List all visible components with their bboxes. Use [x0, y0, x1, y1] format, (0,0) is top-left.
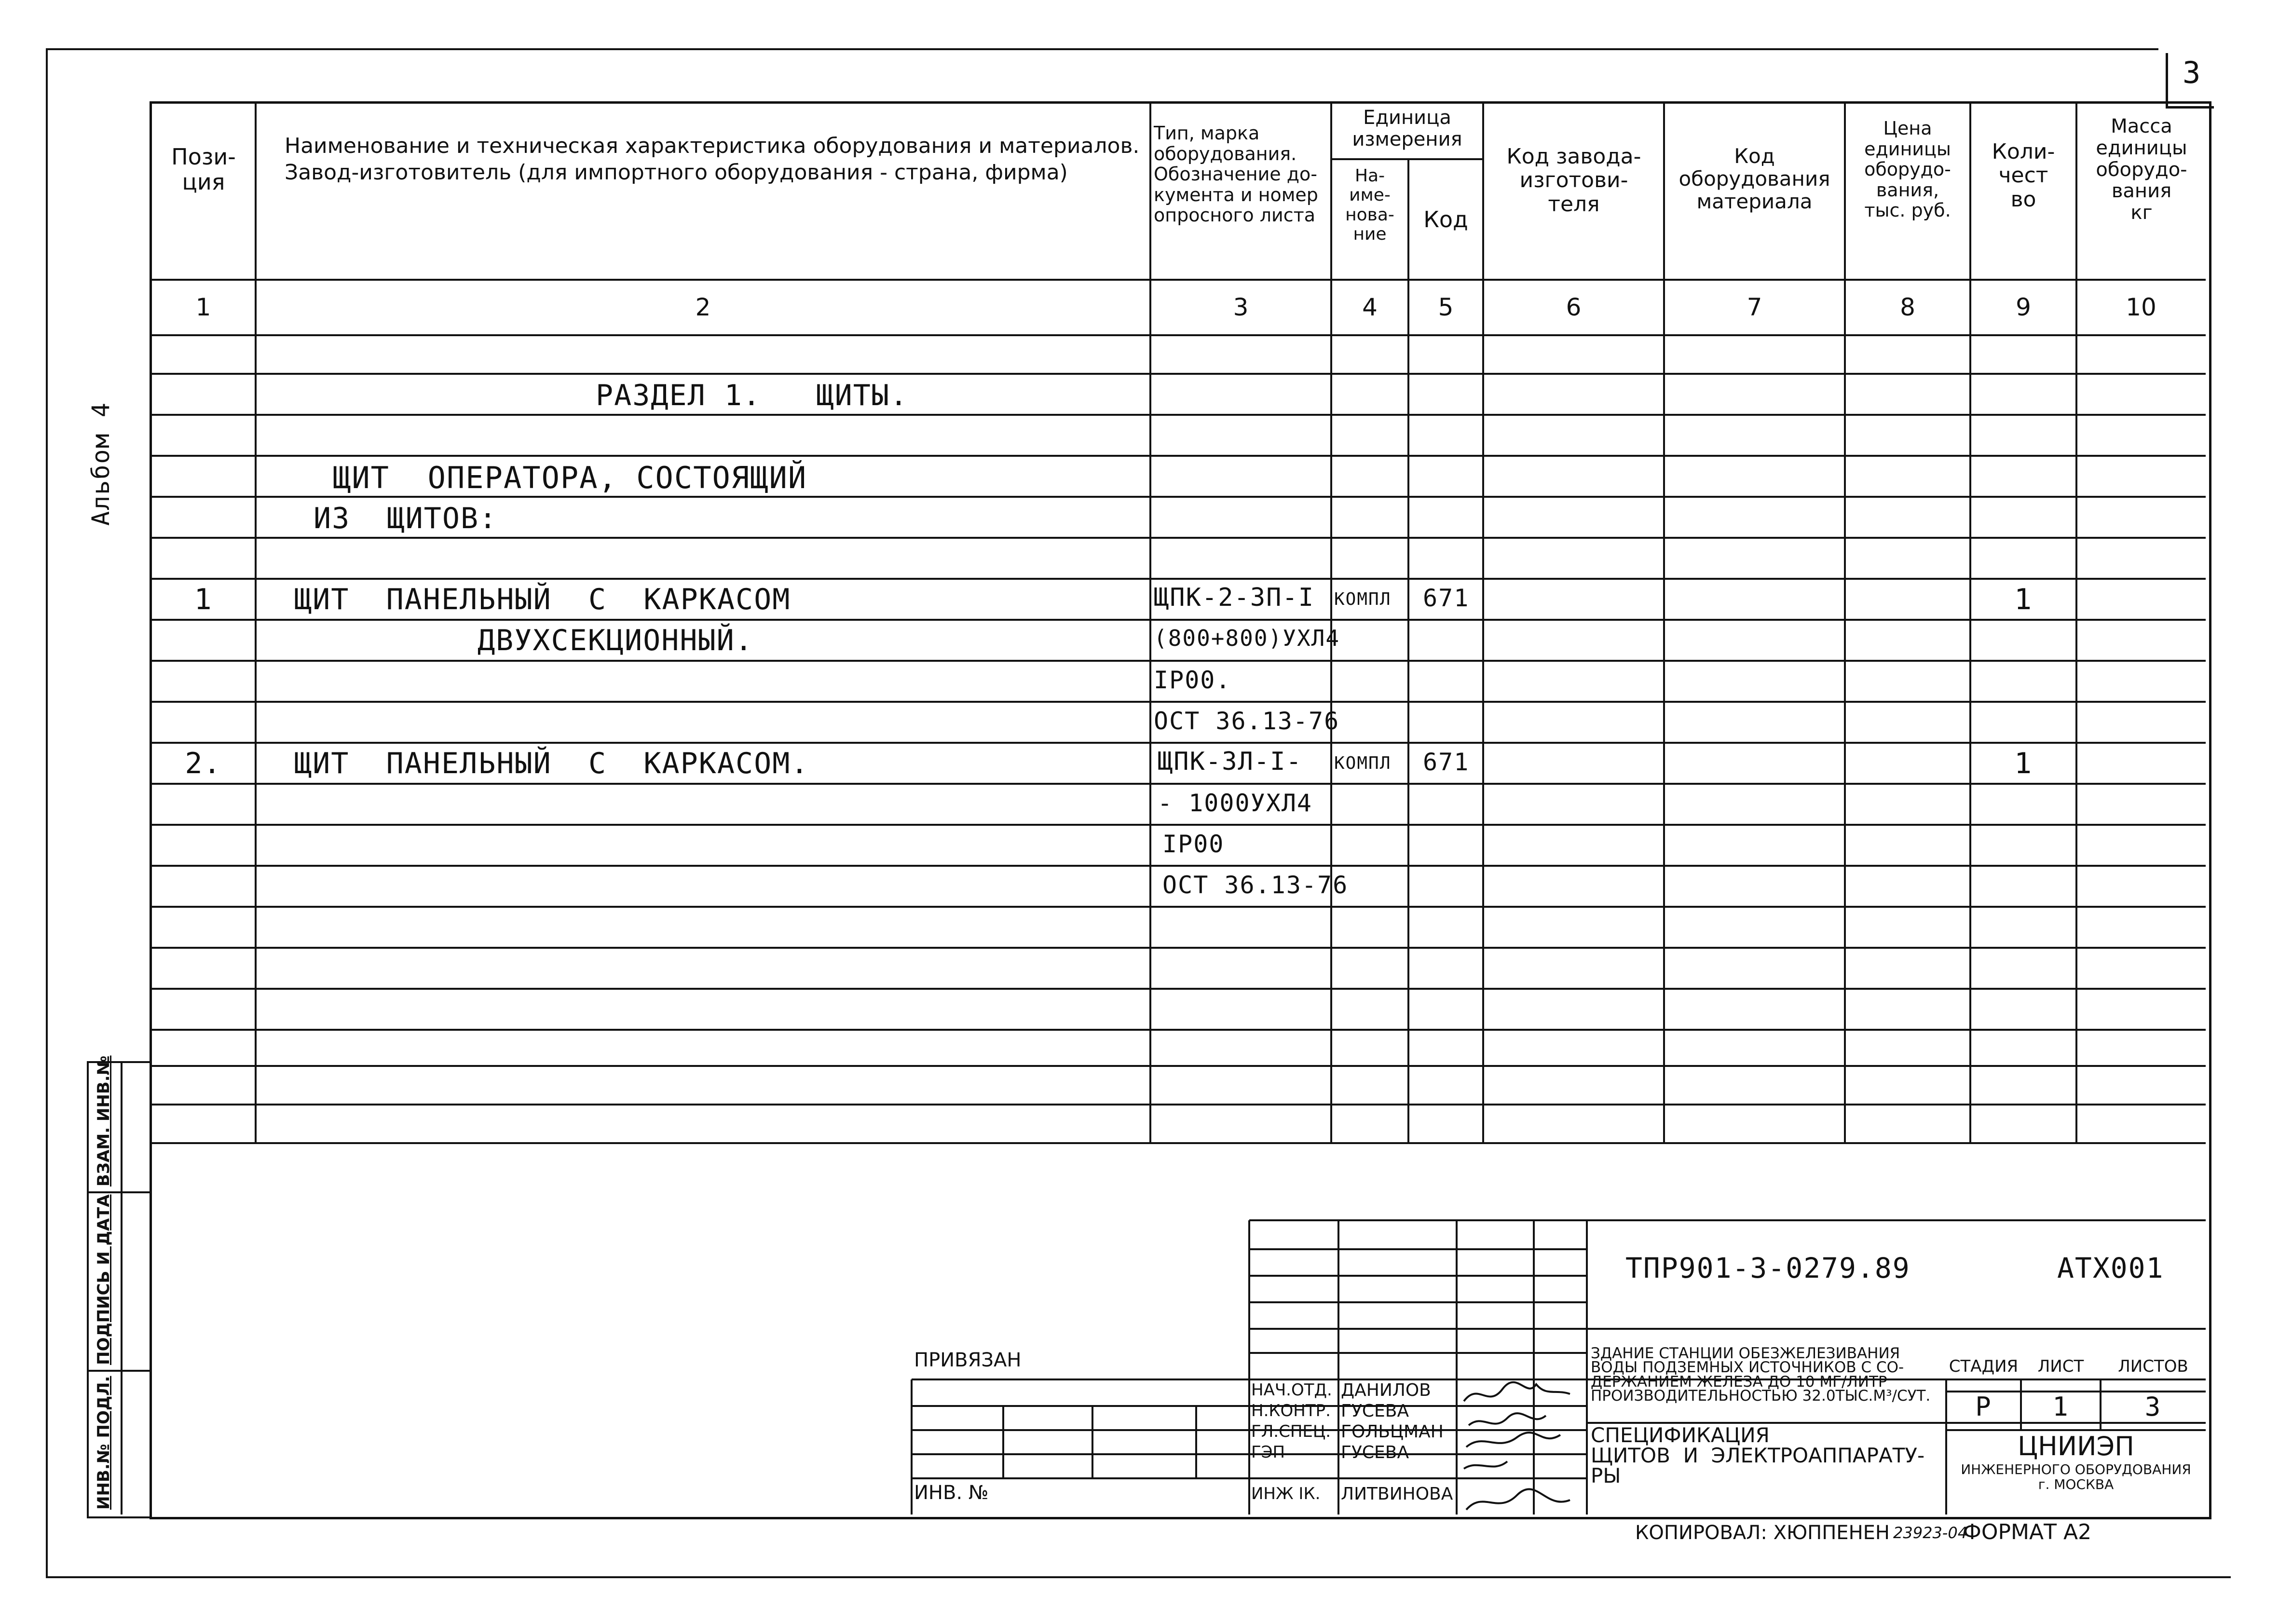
margin-signature-date: ПОДПИСЬ И ДАТА — [94, 1194, 113, 1365]
sheet-title: СПЕЦИФИКАЦИЯ ЩИТОВ И ЭЛЕКТРОАППАРАТУ- РЫ — [1591, 1423, 1925, 1488]
row-type-2-line4: ОСТ 36.13-76 — [1162, 871, 1349, 899]
sheet-value: 1 — [2052, 1392, 2069, 1422]
stage-value: Р — [1975, 1392, 1992, 1422]
row-name-2: ЩИТ ПАНЕЛЬНЫЙ С КАРКАСОМ. — [294, 747, 809, 780]
row-name-1: ЩИТ ПАНЕЛЬНЫЙ С КАРКАСОМ — [294, 583, 791, 616]
signer-role-4: ГЭП — [1251, 1443, 1285, 1462]
col-number-1: 1 — [195, 293, 211, 321]
row-qty-1: 1 — [2014, 583, 2033, 616]
header-price: Цена единицы оборудо- вания, тыс. руб. — [1864, 118, 1951, 221]
row-type-1-line4: ОСТ 36.13-76 — [1154, 707, 1340, 735]
signer-name-3: ГОЛЬЦМАН — [1341, 1422, 1444, 1442]
document-code: ТПР901-3-0279.89 — [1625, 1252, 1911, 1284]
document-suffix: АТХ001 — [2057, 1252, 2164, 1284]
signer-name-2: ГУСЕВА — [1341, 1401, 1409, 1421]
margin-replace-inv: ВЗАМ. ИНВ.№ — [94, 1055, 113, 1187]
signer-name-4: ГУСЕВА — [1341, 1443, 1409, 1462]
header-name: Наименование и техническая характеристика оборудования и материалов. Завод-изготовитель (для импортного оборудования - страна, фирма) — [285, 134, 1140, 185]
header-factory-code: Код завода- изготови- теля — [1506, 144, 1641, 217]
col-number-9: 9 — [2016, 293, 2031, 321]
header-type: Тип, марка оборудования. Обозначение до- кумента и номер опросного листа — [1154, 123, 1318, 226]
organization-name: ЦНИИЭП — [2018, 1431, 2134, 1461]
row-qty-2: 1 — [2014, 747, 2033, 780]
header-mass: Масса единицы оборудо- вания кг — [2096, 115, 2187, 224]
copy-number: 23923-04 — [1893, 1524, 1968, 1542]
paper-format: ФОРМАТ А2 — [1963, 1520, 2092, 1544]
organization-sub: ИНЖЕНЕРНОГО ОБОРУДОВАНИЯ г. МОСКВА — [1961, 1461, 2191, 1492]
row-code-2: 671 — [1423, 748, 1470, 776]
margin-inv-no: ИНВ.№ ПОДЛ. — [94, 1376, 113, 1510]
album-label: Альбом 4 — [87, 402, 115, 526]
col-number-5: 5 — [1438, 293, 1454, 321]
sheet-label: ЛИСТ — [2037, 1357, 2084, 1376]
signer-role-2: Н.КОНТР. — [1251, 1401, 1331, 1420]
signer-name-1: ДАНИЛОВ — [1341, 1380, 1431, 1400]
row-name-of-panels: ИЗ ЩИТОВ: — [314, 502, 498, 535]
signer-role-5: ИНЖ IК. — [1251, 1484, 1321, 1503]
col-number-10: 10 — [2126, 293, 2156, 321]
header-unit-code: Код — [1423, 206, 1468, 232]
row-type-1-line2: (800+800)УХЛ4 — [1154, 625, 1340, 651]
col-number-6: 6 — [1566, 293, 1582, 321]
row-unit-1: КОМПЛ — [1334, 589, 1392, 609]
col-number-2: 2 — [695, 293, 711, 321]
object-title: ЗДАНИЕ СТАНЦИИ ОБЕЗЖЕЛЕЗИВАНИЯ ВОДЫ ПОДЗЕМНЫХ ИСТОЧНИКОВ С СО- ДЕРЖАНИЕМ ЖЕЛЕЗА ДО 10 МГ/ЛИТР ПРОИЗВОДИТЕЛЬНОСТЬЮ 32.0ТЫС.М³/СУТ. — [1591, 1345, 1931, 1405]
inventory-label: ИНВ. № — [914, 1482, 989, 1504]
binding-label: ПРИВЯЗАН — [914, 1349, 1022, 1371]
row-name-1-cont: ДВУХСЕКЦИОННЫЙ. — [478, 624, 753, 657]
header-quantity: Коли- чест во — [1992, 139, 2055, 212]
row-unit-2: КОМПЛ — [1334, 753, 1392, 773]
stage-label: СТАДИЯ — [1949, 1357, 2019, 1376]
signer-name-5: ЛИТВИНОВА — [1341, 1484, 1453, 1504]
copied-by: КОПИРОВАЛ: ХЮППЕНЕН — [1635, 1522, 1890, 1544]
signatures — [1459, 1379, 1584, 1519]
row-type-2-line3: IР00 — [1162, 830, 1225, 858]
header-position: Пози- ция — [171, 144, 236, 195]
section-title: РАЗДЕЛ 1. ЩИТЫ. — [596, 379, 909, 412]
row-code-1: 671 — [1423, 584, 1470, 612]
signer-role-1: НАЧ.ОТД. — [1251, 1380, 1332, 1400]
row-position-2: 2. — [185, 747, 222, 780]
header-equipment-code: Код оборудования материала — [1679, 144, 1830, 214]
row-type-1: ЩПК-2-3П-I — [1154, 583, 1315, 612]
row-name-operator-panel: ЩИТ ОПЕРАТОРА, СОСТОЯЩИЙ — [333, 460, 807, 495]
row-type-2-line2: - 1000УХЛ4 — [1158, 789, 1313, 817]
sheets-label: ЛИСТОВ — [2118, 1357, 2188, 1376]
col-number-3: 3 — [1233, 293, 1249, 321]
header-unit-name: На- име- нова- ние — [1345, 166, 1394, 244]
row-type-2: ЩПК-3Л-I- — [1158, 747, 1302, 776]
col-number-7: 7 — [1747, 293, 1762, 321]
col-number-8: 8 — [1900, 293, 1915, 321]
sheets-value: 3 — [2144, 1392, 2162, 1422]
col-number-4: 4 — [1362, 293, 1378, 321]
row-position-1: 1 — [194, 583, 213, 616]
signer-role-3: ГЛ.СПЕЦ. — [1251, 1422, 1331, 1441]
row-type-1-line3: IР00. — [1154, 666, 1231, 694]
header-unit: Единица измерения — [1352, 107, 1462, 150]
sheet-number: 3 — [2183, 55, 2202, 90]
